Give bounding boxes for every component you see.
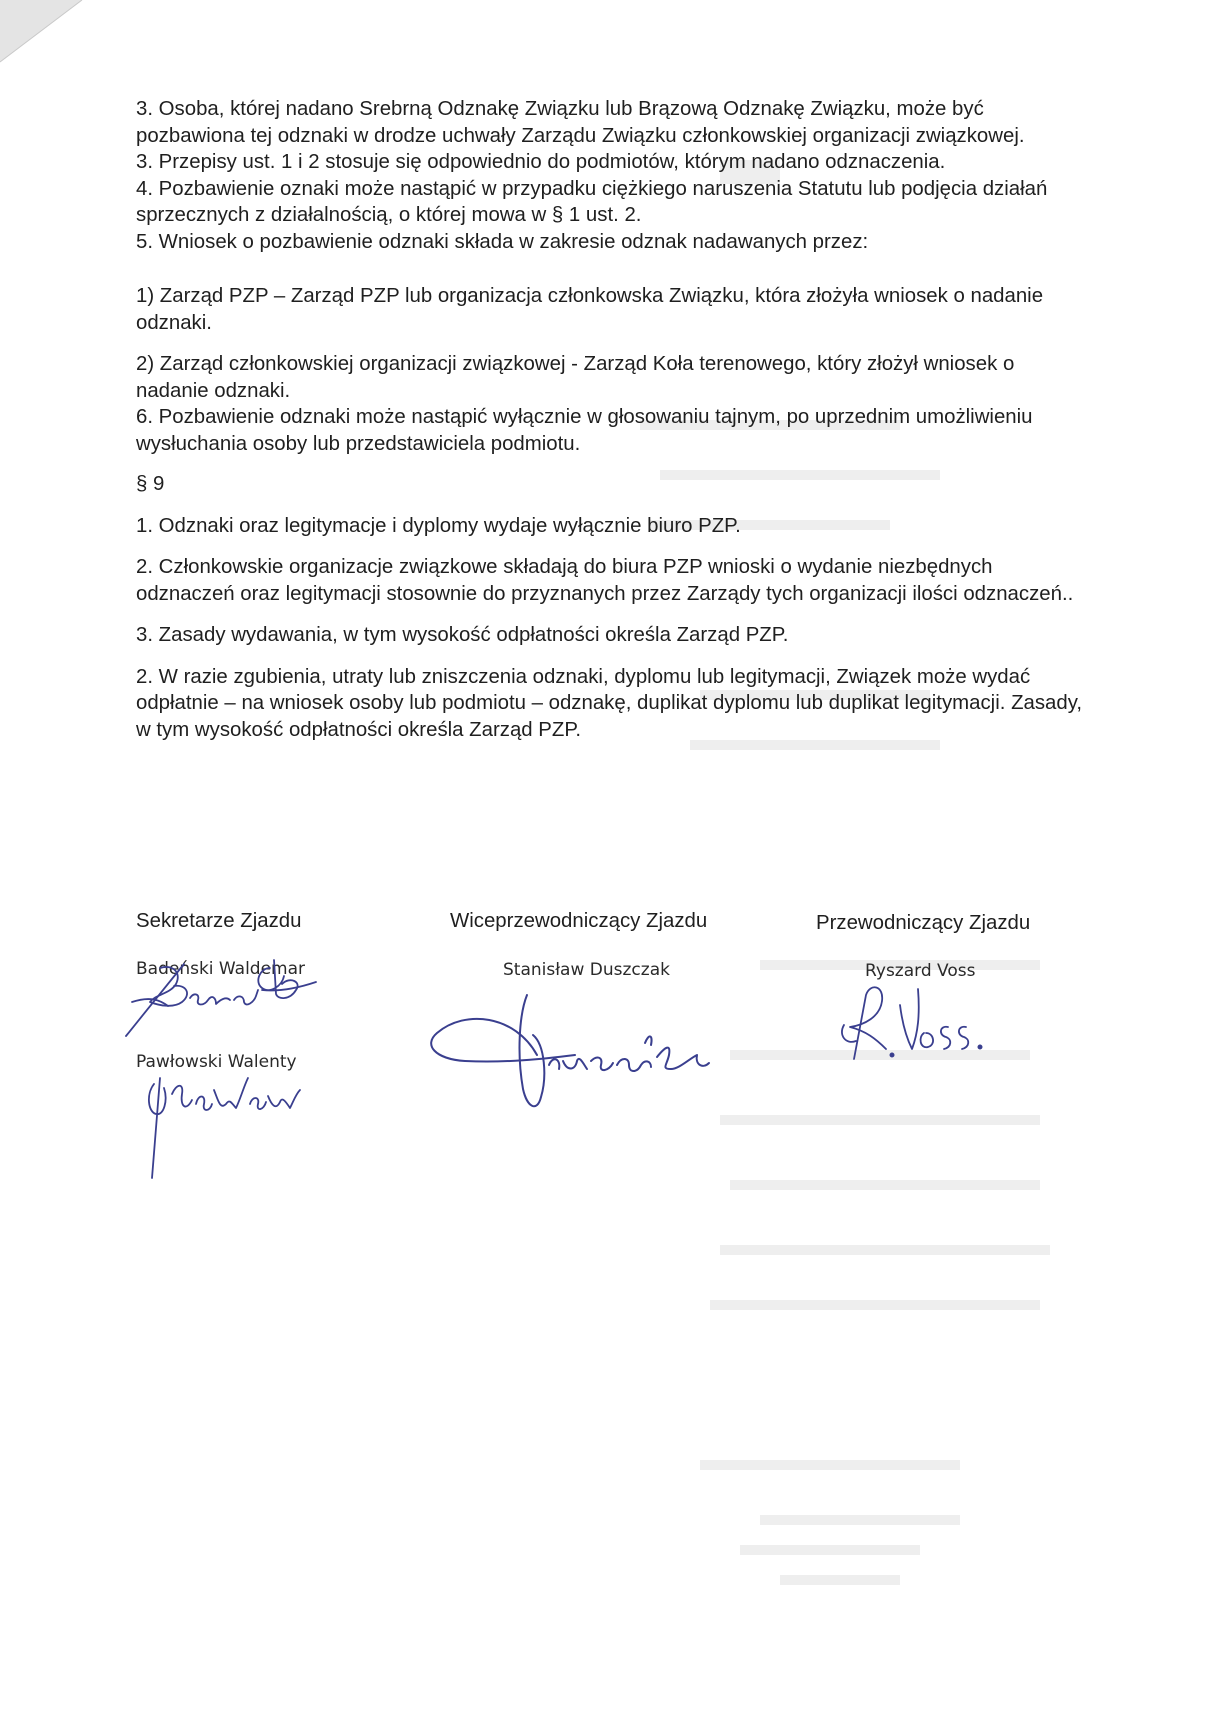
section-heading: § 9 [136,473,165,495]
paragraph: 1) Zarząd PZP – Zarząd PZP lub organizacja członkowska Związku, która złożyła wniosek o nadanie odznaki. [136,285,1044,334]
paragraph: 3. Zasady wydawania, w tym wysokość odpłatności określa Zarząd PZP. [136,624,789,646]
paragraph: 2. W razie zgubienia, utraty lub zniszczenia odznaki, dyplomu lub legitymacji, Związek może wydać odpłatnie – na wniosek osoby lub podmiotu – odznakę, duplikat dyplomu lub duplikat legitymacji. Zasady, w tym wysokość odpłatności określa Zarząd PZP. [136,665,1083,741]
handwritten-signature-badenski [120,950,340,1040]
signatory-name-vice-chair: Stanisław Duszczak [503,960,670,980]
signatory-name-1: Badeński Waldemar [136,959,306,979]
signature-role-vice-chair: Wiceprzewodniczący Zjazdu [450,910,708,932]
handwritten-signature-duszczak [425,985,745,1120]
handwritten-signature-pawlowski [140,1060,320,1180]
signature-role-chair: Przewodniczący Zjazdu [816,912,1031,934]
paragraph: 1. Odznaki oraz legitymacje i dyplomy wydaje wyłącznie biuro PZP. [136,514,741,537]
paragraph: 2. Członkowskie organizacje związkowe składają do biura PZP wnioski o wydanie niezbędnych odznaczeń oraz legitymacji stosownie do przyznanych przez Zarządy tych organizacji ilości odznaczeń.. [136,556,1074,605]
paragraph: 2) Zarząd członkowskiej organizacji związkowej - Zarząd Koła terenowego, który złożył wniosek o nadanie odznaki. [136,353,1015,402]
paragraph: 4. Pozbawienie oznaki może nastąpić w przypadku ciężkiego naruszenia Statutu lub podjęcia działań sprzecznych z działalnością, o której mowa w § 1 ust. 2. [136,177,1048,226]
handwritten-signature-voss [820,975,1020,1085]
paragraph: 6. Pozbawienie odznaki może nastąpić wyłącznie w głosowaniu tajnym, po uprzednim umożliwieniu wysłuchania osoby lub przedstawiciela podmiotu. [136,406,1033,455]
paragraph: 3. Osoba, której nadano Srebrną Odznakę Związku lub Brązową Odznakę Związku, może być pozbawiona tej odznaki w drodze uchwały Zarządu Związku członkowskiej organizacji związkowej. [136,98,1025,147]
document-body [136,96,1086,743]
paragraph: 3. Przepisy ust. 1 i 2 stosuje się odpowiednio do podmiotów, którym nadano odznaczenia. [136,151,946,173]
signatory-name-2: Pawłowski Walenty [136,1052,297,1072]
signatory-name-chair: Ryszard Voss [865,961,976,981]
paragraph: 5. Wniosek o pozbawienie odznaki składa w zakresie odznak nadawanych przez: [136,230,869,253]
signature-role-secretaries: Sekretarze Zjazdu [136,910,302,932]
